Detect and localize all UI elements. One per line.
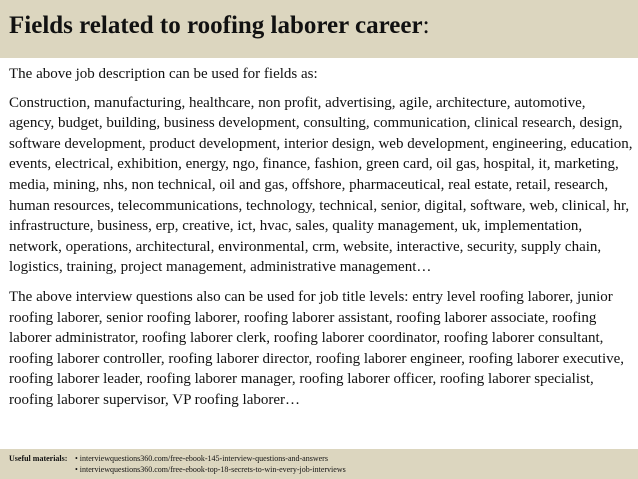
slide-content <box>9 64 633 411</box>
job-levels-paragraph: The above interview questions also can be used for job title levels: entry level roofing laborer, junior roofing laborer, senior roofing laborer, roofing laborer assistant, roofing laborer associate, roofing laborer administrator, roofing laborer clerk, roofing laborer coordinator, roofing laborer consultant, roofing laborer controller, roofing laborer director, roofing laborer engineer, roofing laborer executive, roofing laborer leader, roofing laborer manager, roofing laborer officer, roofing laborer specialist, roofing laborer supervisor, VP roofing laborer… <box>9 288 625 408</box>
intro-text: The above job description can be used for fields as: <box>9 66 318 82</box>
footer-label: Useful materials: <box>9 454 68 463</box>
slide-title-colon: : <box>422 12 430 39</box>
slide-title-text: Fields related to roofing laborer career <box>9 12 423 39</box>
footer-link-2[interactable]: • interviewquestions360.com/free-ebook-top-18-secrets-to-win-every-job-interviews <box>75 465 346 474</box>
footer-link-1[interactable]: • interviewquestions360.com/free-ebook-145-interview-questions-and-answers <box>75 454 328 463</box>
footer-band <box>0 449 638 479</box>
fields-paragraph: Construction, manufacturing, healthcare, non profit, advertising, agile, architecture, automotive, agency, budget, building, business development, consulting, communication, clinical research, design, software development, product development, interior design, web development, engineering, education, events, electrical, exhibition, energy, ngo, finance, fashion, green card, oil gas, hospital, it, marketing, media, mining, nhs, non technical, oil and gas, offshore, pharmaceutical, real estate, retail, research, human resources, telecommunications, technology, technical, senior, digital, software, web, clinical, hr, infrastructure, business, erp, creative, ict, hvac, sales, quality management, uk, implementation, network, operations, architectural, environmental, crm, website, interactive, security, supply chain, logistics, training, project management, administrative management… <box>9 94 633 276</box>
footer-row-2 <box>9 464 638 475</box>
title-bar <box>0 0 638 58</box>
footer-row-1 <box>9 453 638 464</box>
slide-title <box>9 12 430 39</box>
